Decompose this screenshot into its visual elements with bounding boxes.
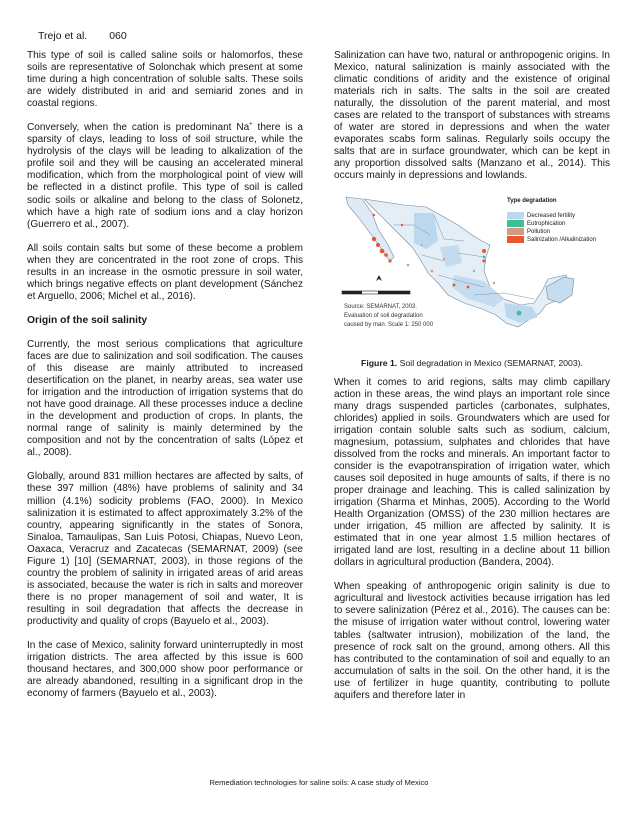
legend-swatch <box>507 220 524 227</box>
caption-text: Soil degradation in Mexico (SEMARNAT, 2003). <box>397 357 583 368</box>
legend-swatch <box>507 228 524 235</box>
map-legend <box>507 195 596 244</box>
source-line: caused by man. Scale 1: 250 000 <box>344 321 434 328</box>
paragraph-text: Conversely, when the cation is predominant Na <box>27 122 250 134</box>
legend-title: Type degradation <box>507 197 557 204</box>
paragraph: All soils contain salts but some of these become a problem when they are concentrated in the root zone of crops. This results in an increase in the osmotic pressure in soil water, which brings negative effects on plant development (Sánchez et Arguello, 2006; Michel et al., 2016). <box>27 242 303 302</box>
figure-map <box>334 195 610 345</box>
figure-caption <box>334 357 610 369</box>
header-authors: Trejo et al. <box>38 30 88 42</box>
paragraph: This type of soil is called saline soils or halomorfos, these soils are representative of Solonchak which present at some time during a high concentration of soluble salts. These soils are widely distributed in arid and semiarid zones and in coastal regions. <box>27 50 303 110</box>
paragraph: Salinization can have two, natural or anthropogenic origins. In Mexico, natural salinization is mainly associated with the climatic conditions of aridity and the existence of original materials rich in salts. The salts in the soil are created naturally, the dissolution of the parent material, and most cases are related to the transport of substances with streams of water are stored in depressions and when the water evaporates scabs form salinas. Regularly soils occupy the salts that are in surface groundwater, which can be kept in any proportion dissolved salts (Manzano et al., 2014). This occurs mainly in depressions and lowlands. <box>334 50 610 182</box>
paragraph: When it comes to arid regions, salts may climb capillary action in these areas, the wind plays an important role since many drags suspended particles (carbonates, sulphates, chlorides) applied in soils. Groundwaters which are used for irrigation contain soluble salts such as sodium, calcium, magnesium, potassium, sulphates and chlorides that have dissolved from the rocks and minerals. An important factor to consider is the evapotranspiration of irrigation water, which causes soil deposited in huge amounts of salts, if there is no proper drainage and leaching. This is called salinization by irrigation (Sharma et Minhas, 2005). According to the World Health Organization (OMSS) of the 230 million hectares are under irrigation, 45 million are affected by salinity. It is estimated that in one year almost 1.5 million hectares of irrigated land are lost, resulting in a decline about 11 billion dollars in agricultural production (Bandera, 2004). <box>334 376 610 569</box>
superscript: + <box>249 121 253 128</box>
section-heading: Origin of the soil salinity <box>27 314 148 326</box>
header-page-number: 060 <box>109 30 127 42</box>
paragraph <box>27 122 303 230</box>
legend-item <box>507 236 596 244</box>
legend-item <box>507 220 596 228</box>
page-header <box>38 30 127 42</box>
page-footer: Remediation technologies for saline soils: A case study of Mexico <box>209 778 429 787</box>
map-source-note <box>344 303 433 330</box>
paragraph: In the case of Mexico, salinity forward uninterruptedly in most irrigation districts. The area affected by this issue is 600 thousand hectares, and 300,000 show poor performance or are already abandoned, resulting in a significant drop in the economy of farmers (Bayuelo et al., 2003). <box>27 640 303 700</box>
legend-label: Salinization /Alkalinization <box>527 236 597 243</box>
legend-swatch <box>507 236 524 243</box>
paragraph: Currently, the most serious complications that agriculture faces are due to salinization and soil sodification. The causes of this disease are mainly attributed to increased desertification on the planet, in nearby areas, sea water use for irrigation and the introduction of irrigation systems that do not have good drainage. All these processes induce a decline in the development and production of crops. In plants, the normal range of salinity is mainly determined by the composition and not by the concentration of salts (López et al., 2008). <box>27 338 303 459</box>
right-column <box>334 50 610 714</box>
caption-label: Figure 1. <box>361 357 398 368</box>
paragraph: Globally, around 831 million hectares are affected by salts, of these 397 million (48%) have problems of salinity and 34 million (4.1%) sodicity problems (FAO, 2000). In Mexico salinization it is estimated to affect approximately 3.2% of the country, appearing significantly in the states of Sonora, Sinaloa, Tamaulipas, San Luis Potosi, Chiapas, Nuevo Leon, Oaxaca, Veracruz and Zacatecas (SEMARNAT, 2009) (see Figure 1) [10] (SEMARNAT, 2003), in those regions of the country the problem of salinity in irrigated areas of arid areas is associated, because the water is rich in salts and moreover there is no proper management of soil and water, It is resulting in soil degradation that affects the decrease in productivity and quality of crops (Bayuelo et al., 2003). <box>27 471 303 627</box>
legend-label: Eutrophication <box>527 220 566 227</box>
left-column <box>27 50 303 712</box>
source-line: Evaluation of soil degradation <box>344 312 423 319</box>
source-line: Source: SEMARNAT, 2003. <box>344 303 417 310</box>
legend-label: Decreased fertility <box>527 212 576 219</box>
paragraph: When speaking of anthropogenic origin salinity is due to agricultural and livestock activities because irrigation has led to severe salinization (Pérez et al., 2016). The causes can be: the misuse of irrigation water without control, lowering water tables (saltwater intrusion), mobilization of the land, the presence of rock salt on the ground, among others. All this has contributed to the contamination of soil and equally to an accumulation of salts in the soil. On the other hand, it is the use of fertilizer in huge quantity, contributing to pollute aquifers and therefore later in <box>334 581 610 701</box>
legend-label: Pollution <box>527 228 551 235</box>
paragraph-text: there is a sparsity of clays, leading to loss of soil structure, while the hydrolysis of the clays will be leading to alkalization of the profile soil and they will be causing an accelerated mineral modification, which from the morphological point of view will be reflected in a distinct profile. This type of soil is called sodic soils or alkaline and belong to the class of Solonetz, which have a high rate of sodium ions and a clay horizon (Guerrero et al., 2007). <box>27 122 303 230</box>
legend-swatch <box>507 212 524 219</box>
